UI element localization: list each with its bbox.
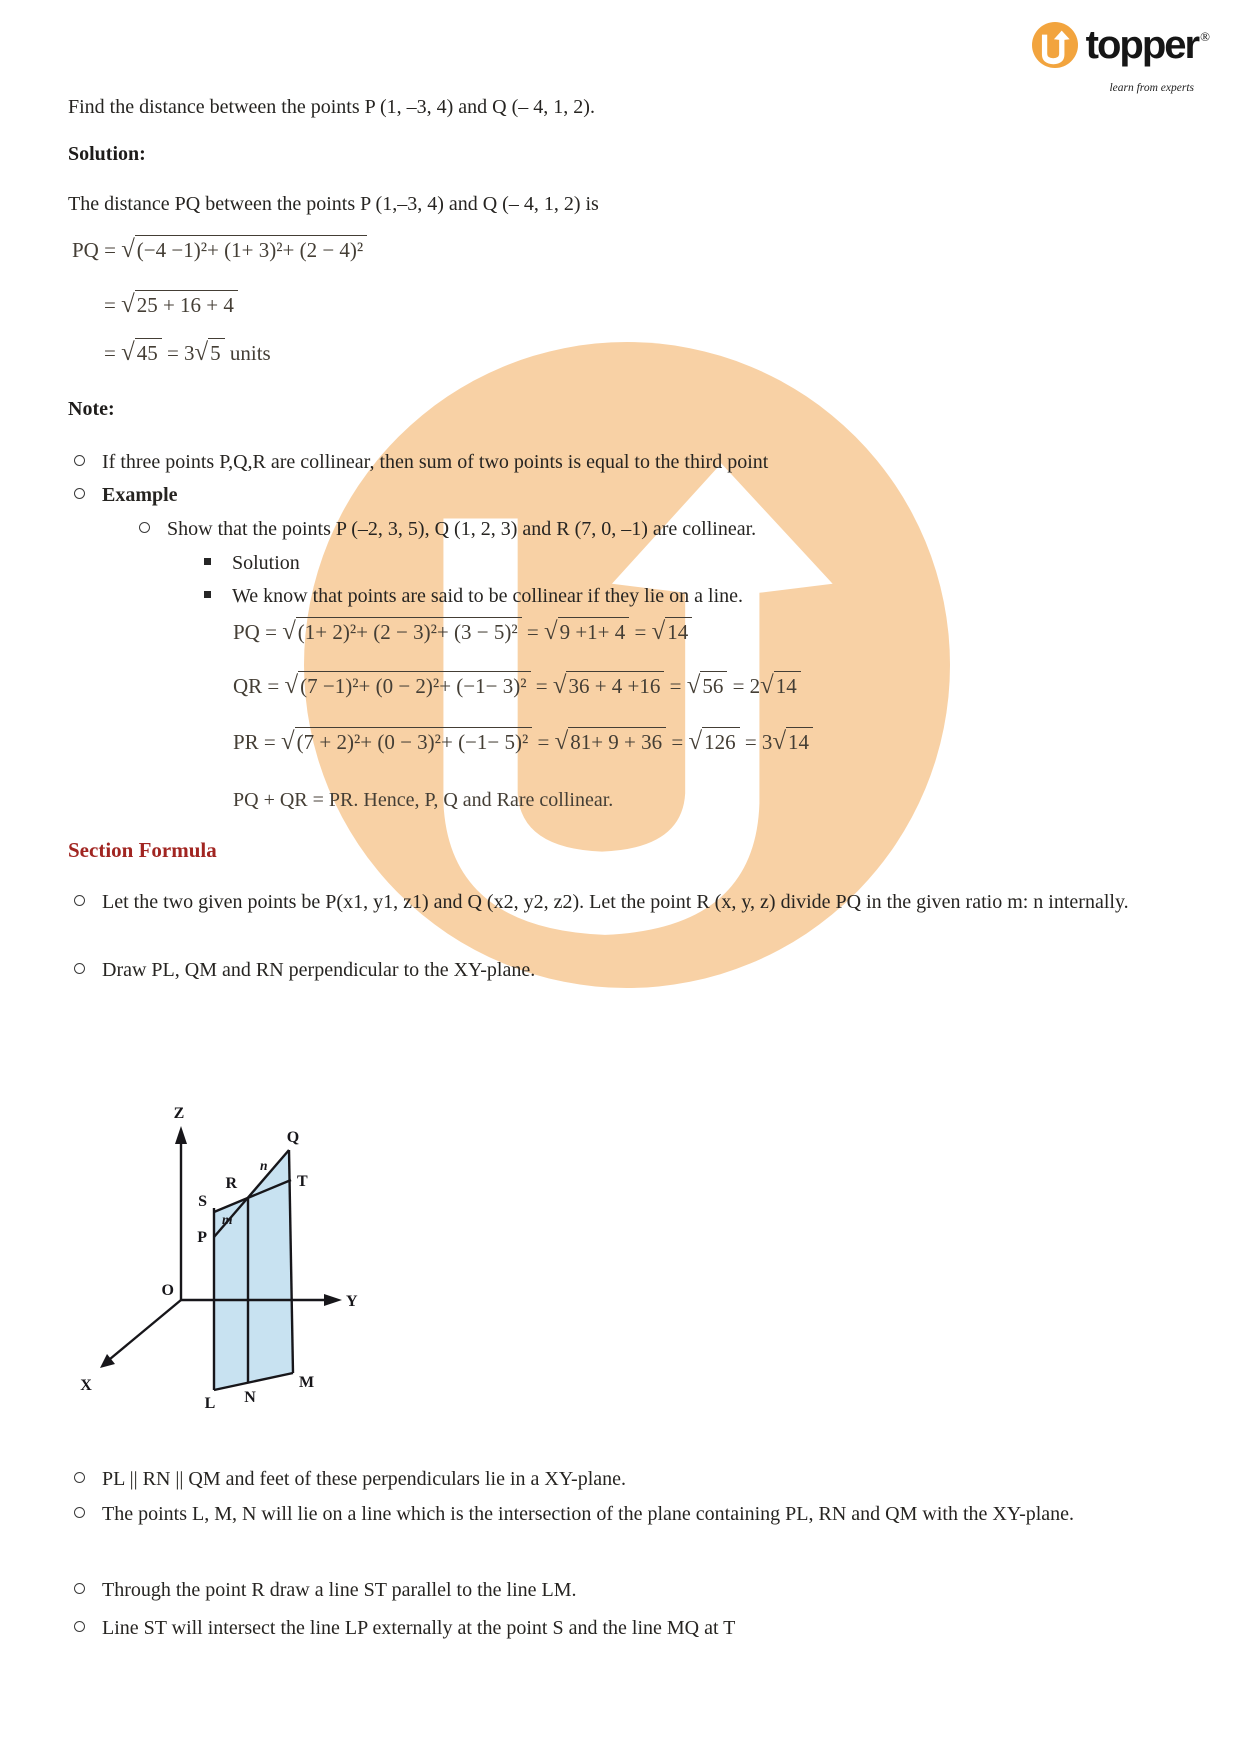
label-Z: Z xyxy=(173,1105,185,1122)
bullet-circle-icon xyxy=(74,1507,85,1518)
list-item xyxy=(68,1496,1150,1533)
label-X: X xyxy=(80,1377,92,1394)
bullet-circle-icon xyxy=(74,455,85,466)
xyz-plane-diagram xyxy=(66,1100,366,1420)
y-arrowhead-icon xyxy=(324,1294,342,1306)
bullet-square-icon xyxy=(204,558,211,565)
list-item xyxy=(198,545,300,582)
bullet-circle-icon xyxy=(139,522,150,533)
formula-line: = √25 + 16 + 4 xyxy=(104,291,238,319)
after-item-text: Line ST will intersect the line LP externally at the point S and the line MQ at T xyxy=(102,1617,736,1639)
bullet-circle-icon xyxy=(74,488,85,499)
list-item xyxy=(68,952,535,989)
conclusion-text: PQ + QR = PR. Hence, P, Q and Rare collinear. xyxy=(233,789,614,811)
list-item xyxy=(133,511,756,548)
section-item-text: Draw PL, QM and RN perpendicular to the XY-plane. xyxy=(102,959,536,981)
formula-line: = √45 = 3√5 units xyxy=(104,339,271,366)
note-item-text: Example xyxy=(102,484,178,506)
example-question: Show that the points P (–2, 3, 5), Q (1, 2, 3) and R (7, 0, –1) are collinear. xyxy=(167,518,757,540)
bullet-circle-icon xyxy=(74,1621,85,1632)
bullet-circle-icon xyxy=(74,963,85,974)
label-N: N xyxy=(244,1389,256,1406)
brand-name: topper xyxy=(1085,23,1199,67)
bullet-circle-icon xyxy=(74,895,85,906)
label-Q: Q xyxy=(286,1129,300,1146)
list-item xyxy=(68,884,1187,921)
list-item xyxy=(198,578,743,615)
section-item-text: Let the two given points be P(x1, y1, z1) and Q (x2, y2, z2). Let the point R (x, y, z) divide PQ in the given ratio m: n internally. xyxy=(102,891,1129,913)
bullet-circle-icon xyxy=(74,1583,85,1594)
label-O: O xyxy=(161,1282,174,1299)
example-point: Solution xyxy=(232,552,300,574)
list-item xyxy=(68,1610,735,1647)
note-item-text: If three points P,Q,R are collinear, then sum of two points is equal to the third point xyxy=(102,451,769,473)
bullet-circle-icon xyxy=(74,1472,85,1483)
formula-line: PQ = √(1+ 2)²+ (2 − 3)²+ (3 − 5)² = √9 +1+ 4 = √14 xyxy=(233,618,692,646)
label-n: n xyxy=(260,1158,268,1173)
section-heading: Section Formula xyxy=(68,838,217,862)
after-item-text: The points L, M, N will lie on a line which is the intersection of the plane containing PL, RN and QM with the XY-plane. xyxy=(102,1503,1075,1525)
list-item xyxy=(68,477,178,514)
formula-line: PR = √(7 + 2)²+ (0 − 3)²+ (−1− 5)² = √81+ 9 + 36 = √126 = 3√14 xyxy=(233,728,813,756)
solution-intro: The distance PQ between the points P (1,–3, 4) and Q (– 4, 1, 2) is xyxy=(68,193,599,215)
label-Y: Y xyxy=(346,1293,358,1310)
label-T: T xyxy=(297,1173,308,1190)
label-R: R xyxy=(225,1175,237,1192)
z-arrowhead-icon xyxy=(175,1126,187,1144)
list-item xyxy=(68,444,768,481)
question-text: Find the distance between the points P (1, –3, 4) and Q (– 4, 1, 2). xyxy=(68,96,595,118)
list-item xyxy=(68,1461,626,1498)
formula-line: QR = √(7 −1)²+ (0 − 2)²+ (−1− 3)² = √36 + 4 +16 = √56 = 2√14 xyxy=(233,672,801,700)
label-m: m xyxy=(222,1212,233,1227)
label-S: S xyxy=(198,1193,207,1210)
label-L: L xyxy=(204,1395,216,1412)
list-item xyxy=(68,1572,577,1609)
after-item-text: PL || RN || QM and feet of these perpendiculars lie in a XY-plane. xyxy=(102,1468,627,1490)
label-M: M xyxy=(299,1374,315,1391)
bullet-square-icon xyxy=(204,591,211,598)
note-label: Note: xyxy=(68,398,115,420)
x-axis xyxy=(110,1300,181,1359)
registered-mark: ® xyxy=(1200,29,1210,44)
example-point: We know that points are said to be collinear if they lie on a line. xyxy=(232,585,744,607)
formula-line: PQ = √(−4 −1)²+ (1+ 3)²+ (2 − 4)² xyxy=(72,236,367,264)
label-P: P xyxy=(197,1229,207,1246)
topper-logo xyxy=(1032,22,1210,94)
after-item-text: Through the point R draw a line ST parallel to the line LM. xyxy=(102,1579,577,1601)
brand-tagline: learn from experts xyxy=(1109,82,1194,94)
solution-label: Solution: xyxy=(68,143,146,165)
section-formula-diagram xyxy=(66,1100,366,1425)
u-arrow-icon xyxy=(1032,22,1078,68)
